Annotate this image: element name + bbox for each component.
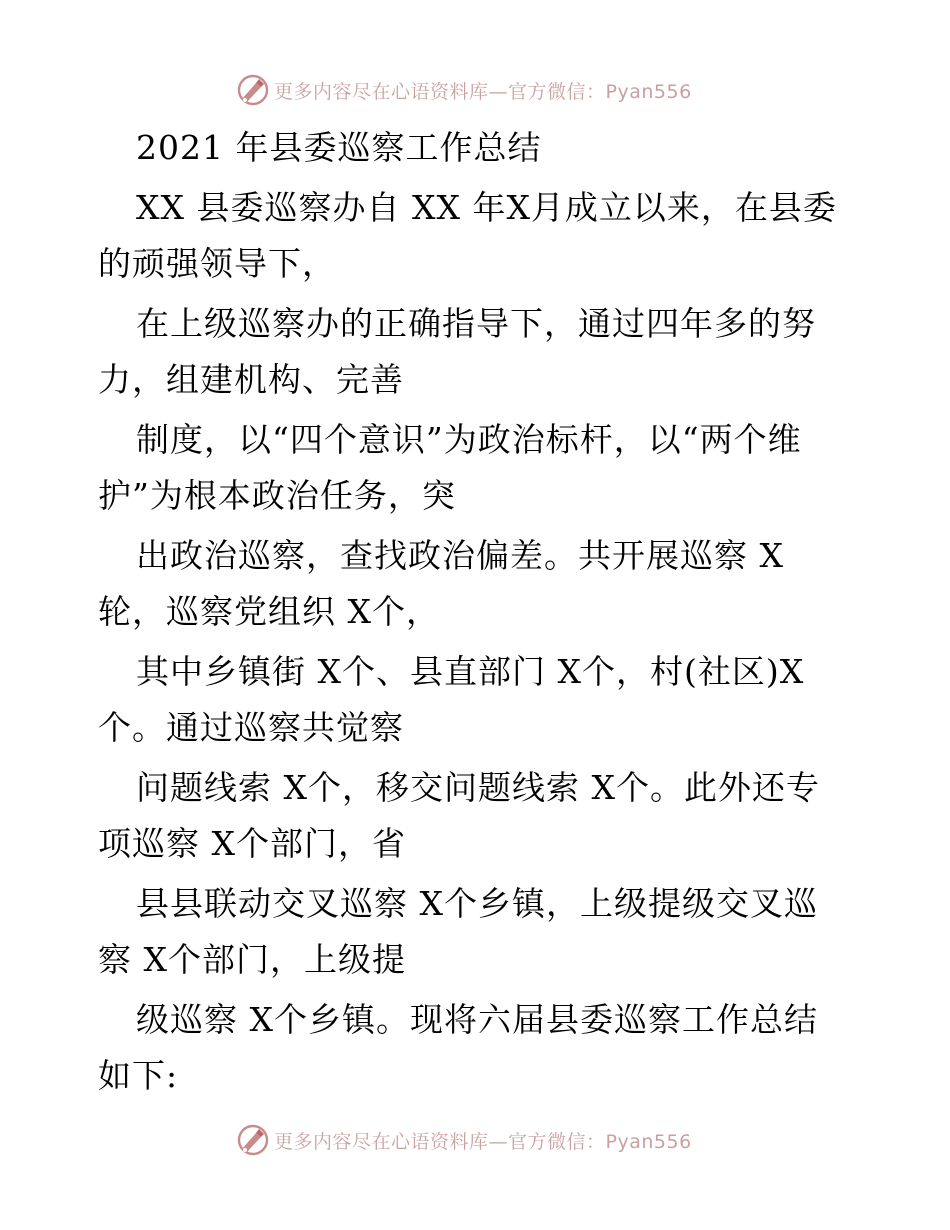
pen-logo-icon: [236, 73, 270, 107]
paragraph-line: 个。通过巡察共觉察: [98, 708, 404, 747]
paragraph-line: XX 县委巡察办自 XX 年X月成立以来，在县委: [136, 188, 837, 227]
pen-logo-icon: [236, 1123, 270, 1157]
watermark-wechat-label: 官方微信：: [508, 1130, 606, 1153]
watermark-wechat-id: Pyan556: [605, 80, 692, 103]
paragraph-line: 护”为根本政治任务，突: [98, 476, 456, 515]
paragraph-line: 问题线索 X个，移交问题线索 X个。此外还专: [136, 768, 820, 807]
paragraph-line: 项巡察 X个部门，省: [98, 824, 406, 863]
paragraph-line: 察 X个部门，上级提: [98, 940, 406, 979]
watermark-text: [274, 1127, 692, 1154]
watermark-text: [274, 77, 692, 104]
paragraph-line: 力，组建机构、完善: [98, 360, 404, 399]
paragraph-line: 级巡察 X个乡镇。现将六届县委巡察工作总结: [136, 1000, 818, 1039]
watermark-slogan: 更多内容尽在心语资料库—: [274, 80, 509, 103]
header-watermark: [236, 70, 716, 110]
footer-watermark: [236, 1120, 716, 1160]
paragraph-line: 其中乡镇街 X个、县直部门 X个，村(社区)X: [136, 652, 805, 691]
document-title: 2021 年县委巡察工作总结: [136, 128, 542, 167]
paragraph-line: 的顽强领导下，: [98, 244, 336, 283]
watermark-wechat-label: 官方微信：: [508, 80, 606, 103]
watermark-slogan: 更多内容尽在心语资料库—: [274, 1130, 509, 1153]
paragraph-line: 县县联动交叉巡察 X个乡镇，上级提级交叉巡: [136, 884, 818, 923]
paragraph-line: 如下:: [98, 1056, 179, 1095]
paragraph-line: 在上级巡察办的正确指导下，通过四年多的努: [136, 304, 816, 343]
watermark-wechat-id: Pyan556: [605, 1130, 692, 1153]
paragraph-line: 轮，巡察党组织 X个，: [98, 592, 440, 631]
paragraph-line: 制度，以“四个意识”为政治标杆，以“两个维: [136, 420, 802, 459]
paragraph-line: 出政治巡察，查找政治偏差。共开展巡察 X: [136, 536, 784, 575]
